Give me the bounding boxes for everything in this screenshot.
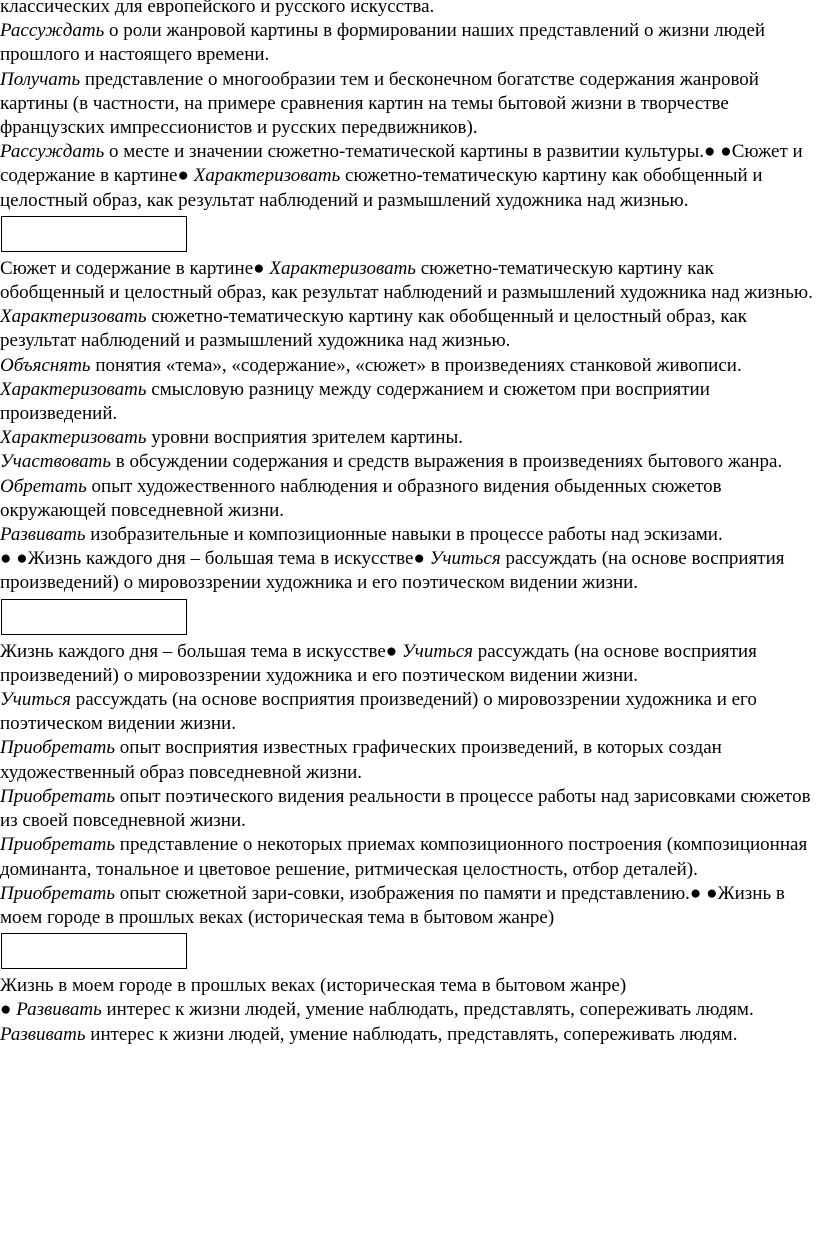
paragraph bbox=[0, 68, 816, 141]
paragraph-text: Жизнь в моем городе в прошлых веках (историческая тема в бытовом жанре) bbox=[0, 975, 627, 997]
italic-verb: Приобретать bbox=[0, 785, 116, 807]
paragraph bbox=[0, 547, 816, 595]
paragraph bbox=[0, 378, 816, 426]
paragraph bbox=[0, 0, 816, 19]
italic-verb: Объяснять bbox=[0, 354, 91, 376]
paragraph-text: опыт восприятия известных графических произведений, в которых создан художественный образ повседневной жизни. bbox=[0, 737, 722, 783]
italic-verb: Характеризовать bbox=[0, 306, 147, 328]
empty-table-cell bbox=[1, 216, 187, 252]
paragraph bbox=[0, 426, 816, 450]
italic-verb: Приобретать bbox=[0, 737, 116, 759]
italic-verb: Характеризовать bbox=[269, 257, 416, 279]
paragraph-text: интерес к жизни людей, умение наблюдать, представлять, сопереживать людям. bbox=[101, 999, 754, 1021]
paragraph-text: рассуждать (на основе восприятия произведений) о мировоззрении художника и его поэтическом видении жизни. bbox=[0, 548, 785, 594]
paragraph-text: Сюжет и содержание в картине● bbox=[0, 257, 270, 279]
paragraph-text: смысловую разницу между содержанием и сюжетом при восприятии произведений. bbox=[0, 378, 710, 425]
paragraph-text: классических для европейского и русского искусства. bbox=[0, 0, 435, 17]
italic-verb: Обретать bbox=[0, 475, 87, 497]
italic-verb: Характеризовать bbox=[0, 378, 147, 400]
paragraph-text: представление о многообразии тем и бесконечном богатстве содержания жанровой картины (в частности, на примере сравнения картин на темы бытовой жизни в творчестве французских импрессионистов и русских передвижников). bbox=[0, 68, 759, 139]
italic-verb: Приобретать bbox=[0, 834, 116, 856]
paragraph bbox=[0, 736, 816, 784]
paragraph bbox=[0, 833, 816, 881]
empty-table-cell bbox=[1, 599, 187, 635]
paragraph-text: изобразительные и композиционные навыки в процессе работы над эскизами. bbox=[85, 524, 723, 546]
paragraph-text: ● bbox=[0, 999, 17, 1021]
paragraph-text: опыт сюжетной зари-совки, изображения по памяти и представлению.● ●Жизнь в моем городе в прошлых веках (историческая тема в бытовом жанре) bbox=[0, 882, 785, 928]
paragraph-text: ● ●Жизнь каждого дня – большая тема в искусстве● bbox=[0, 548, 430, 570]
paragraph bbox=[0, 998, 816, 1022]
paragraph bbox=[0, 785, 816, 833]
paragraph bbox=[0, 882, 816, 930]
italic-verb: Получать bbox=[0, 68, 81, 90]
empty-table-cell bbox=[1, 933, 187, 969]
paragraph-text: сюжетно-тематическую картину как обобщенный и целостный образ, как результат наблюдений и размышлений художника над жизнью. bbox=[0, 165, 763, 211]
italic-verb: Учиться bbox=[429, 548, 501, 570]
paragraph-text: сюжетно-тематическую картину как обобщенный и целостный образ, как результат наблюдений и размышлений художника над жизнью. bbox=[0, 306, 747, 352]
paragraph-text: рассуждать (на основе восприятия произведений) о мировоззрении художника и его поэтическом видении жизни. bbox=[0, 640, 757, 686]
italic-verb: Учиться bbox=[0, 689, 71, 711]
paragraph-text: Жизнь каждого дня – большая тема в искусстве● bbox=[0, 640, 402, 662]
paragraph-text: о роли жанровой картины в формировании наших представлений о жизни людей прошлого и настоящего времени. bbox=[0, 20, 766, 66]
italic-verb: Рассуждать bbox=[0, 20, 105, 42]
italic-verb: Учиться bbox=[402, 640, 473, 662]
paragraph-text: интерес к жизни людей, умение наблюдать, представлять, сопереживать людям. bbox=[85, 1023, 738, 1045]
paragraph bbox=[0, 1023, 816, 1047]
italic-verb: Развивать bbox=[0, 524, 86, 546]
italic-verb: Развивать bbox=[16, 999, 102, 1021]
italic-verb: Участвовать bbox=[0, 451, 111, 473]
paragraph bbox=[0, 688, 816, 736]
italic-verb: Развивать bbox=[0, 1023, 86, 1045]
paragraph bbox=[0, 450, 816, 474]
paragraph bbox=[0, 19, 816, 67]
paragraph bbox=[0, 140, 816, 213]
paragraph-text: понятия «тема», «содержание», «сюжет» в произведениях станковой живописи. bbox=[90, 354, 742, 376]
paragraph-text: уровни восприятия зрителем картины. bbox=[146, 427, 464, 449]
italic-verb: Характеризовать bbox=[0, 427, 147, 449]
paragraph bbox=[0, 475, 816, 523]
italic-verb: Характеризовать bbox=[193, 165, 341, 187]
paragraph bbox=[0, 974, 816, 998]
paragraph bbox=[0, 640, 816, 688]
paragraph-text: опыт художественного наблюдения и образного видения обыденных сюжетов окружающей повседневной жизни. bbox=[0, 475, 722, 521]
italic-verb: Приобретать bbox=[0, 882, 116, 904]
paragraph-text: опыт поэтического видения реальности в процессе работы над зарисовками сюжетов из своей повседневной жизни. bbox=[0, 785, 811, 832]
paragraph bbox=[0, 354, 816, 378]
paragraph bbox=[0, 305, 816, 353]
paragraph-text: рассуждать (на основе восприятия произведений) о мировоззрении художника и его поэтическом видении жизни. bbox=[0, 689, 757, 735]
italic-verb: Рассуждать bbox=[0, 141, 105, 163]
paragraph bbox=[0, 257, 816, 305]
paragraph-text: о месте и значении сюжетно-тематической картины в развитии культуры.● ●Сюжет и содержание в картине● bbox=[0, 141, 803, 187]
paragraph bbox=[0, 523, 816, 547]
paragraph-text: представление о некоторых приемах композиционного построения (композиционная доминанта, тональное и цветовое решение, ритмическая целостность, отбор деталей). bbox=[0, 834, 808, 880]
paragraph-text: в обсуждении содержания и средств выражения в произведениях бытового жанра. bbox=[111, 451, 783, 473]
paragraph-text: сюжетно-тематическую картину как обобщенный и целостный образ, как результат наблюдений и размышлений художника над жизнью. bbox=[0, 257, 813, 304]
